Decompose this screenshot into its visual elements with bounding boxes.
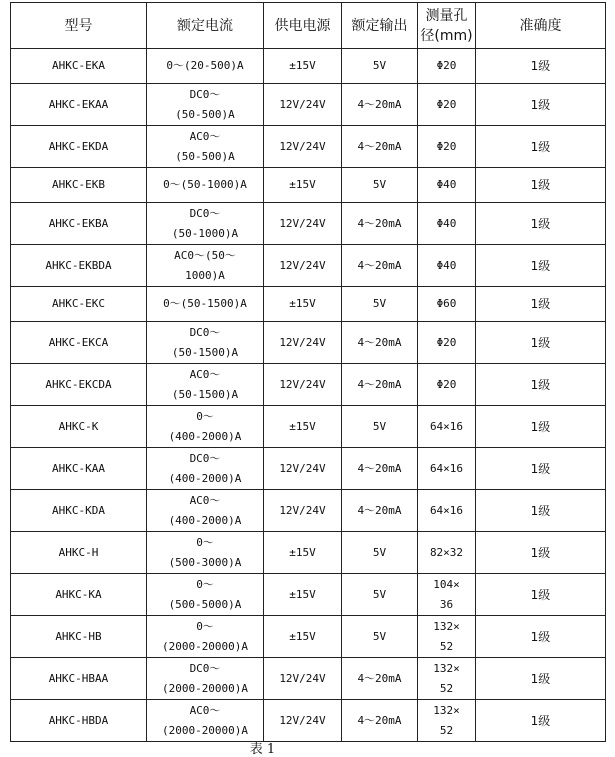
cell-hole-diameter-line: Φ40 — [436, 216, 457, 230]
cell-rated-current — [147, 616, 264, 658]
table-row — [11, 574, 606, 616]
cell-rated-current-line: DC0～ — [189, 206, 221, 220]
cell-hole-diameter — [418, 203, 476, 245]
cell-model: AHKC-K — [11, 406, 147, 448]
cell-power-supply: 12V/24V — [264, 700, 342, 742]
cell-accuracy: 1级 — [476, 49, 606, 84]
cell-model: AHKC-HB — [11, 616, 147, 658]
cell-rated-current-line: AC0～ — [189, 129, 221, 143]
cell-power-supply: 12V/24V — [264, 364, 342, 406]
cell-hole-diameter — [418, 448, 476, 490]
cell-rated-current — [147, 658, 264, 700]
header-model: 型号 — [11, 3, 147, 49]
cell-power-supply: ±15V — [264, 287, 342, 322]
cell-model: AHKC-KDA — [11, 490, 147, 532]
cell-rated-output: 4～20mA — [342, 448, 418, 490]
cell-power-supply: 12V/24V — [264, 658, 342, 700]
table-row — [11, 49, 606, 84]
cell-accuracy: 1级 — [476, 168, 606, 203]
cell-rated-current — [147, 245, 264, 287]
cell-rated-output: 5V — [342, 287, 418, 322]
cell-hole-diameter-line: 36 — [439, 597, 454, 611]
cell-rated-current-line: DC0～ — [189, 87, 221, 101]
table-body — [11, 49, 606, 742]
table-caption: 表 1 — [249, 742, 276, 757]
cell-accuracy: 1级 — [476, 245, 606, 287]
cell-model: AHKC-KAA — [11, 448, 147, 490]
table-row — [11, 203, 606, 245]
cell-model: AHKC-H — [11, 532, 147, 574]
table-header-row — [11, 3, 606, 49]
cell-rated-output: 4～20mA — [342, 126, 418, 168]
cell-model: AHKC-EKBDA — [11, 245, 147, 287]
cell-hole-diameter-line: Φ60 — [436, 297, 457, 310]
cell-hole-diameter — [418, 126, 476, 168]
cell-power-supply: ±15V — [264, 574, 342, 616]
cell-hole-diameter-line: 104× — [433, 577, 460, 591]
cell-rated-current — [147, 490, 264, 532]
cell-hole-diameter — [418, 287, 476, 322]
cell-rated-output: 4～20mA — [342, 364, 418, 406]
cell-rated-current-line: 0～(20-500)A — [166, 59, 244, 72]
table-row — [11, 168, 606, 203]
cell-rated-output: 4～20mA — [342, 322, 418, 364]
cell-hole-diameter — [418, 84, 476, 126]
cell-accuracy: 1级 — [476, 532, 606, 574]
cell-rated-output: 4～20mA — [342, 203, 418, 245]
table-row — [11, 532, 606, 574]
header-power-supply: 供电电源 — [264, 3, 342, 49]
table-row — [11, 406, 606, 448]
cell-rated-current-line: (50-1500)A — [171, 345, 239, 359]
cell-model: AHKC-EKBA — [11, 203, 147, 245]
cell-power-supply: 12V/24V — [264, 448, 342, 490]
cell-accuracy: 1级 — [476, 203, 606, 245]
cell-hole-diameter-line: 64×16 — [429, 419, 464, 433]
cell-rated-output: 5V — [342, 574, 418, 616]
cell-power-supply: ±15V — [264, 168, 342, 203]
cell-hole-diameter — [418, 616, 476, 658]
table-row — [11, 126, 606, 168]
cell-accuracy: 1级 — [476, 616, 606, 658]
cell-rated-current-line: DC0～ — [189, 325, 221, 339]
cell-rated-current-line: 0～ — [196, 577, 214, 591]
cell-power-supply: 12V/24V — [264, 126, 342, 168]
cell-hole-diameter — [418, 490, 476, 532]
table-row — [11, 448, 606, 490]
cell-rated-current-line: (2000-20000)A — [161, 723, 249, 737]
cell-hole-diameter-line: Φ40 — [436, 258, 457, 272]
cell-accuracy: 1级 — [476, 448, 606, 490]
cell-rated-current — [147, 126, 264, 168]
header-rated-output: 额定输出 — [342, 3, 418, 49]
cell-power-supply: 12V/24V — [264, 322, 342, 364]
table-row — [11, 84, 606, 126]
cell-rated-current — [147, 84, 264, 126]
cell-power-supply: ±15V — [264, 532, 342, 574]
cell-hole-diameter — [418, 406, 476, 448]
cell-hole-diameter-line: Φ40 — [436, 178, 457, 191]
cell-model: AHKC-EKAA — [11, 84, 147, 126]
cell-hole-diameter-line: 82×32 — [429, 545, 464, 559]
cell-rated-output: 5V — [342, 532, 418, 574]
cell-rated-output: 4～20mA — [342, 700, 418, 742]
cell-power-supply: 12V/24V — [264, 203, 342, 245]
cell-rated-current-line: 0～ — [196, 619, 214, 633]
cell-rated-output: 5V — [342, 406, 418, 448]
cell-hole-diameter — [418, 245, 476, 287]
cell-hole-diameter-line: 132× — [433, 619, 460, 633]
cell-hole-diameter-line: 52 — [439, 639, 454, 653]
cell-hole-diameter-line: 132× — [433, 661, 460, 675]
cell-rated-current-line: (500-5000)A — [168, 597, 242, 611]
cell-accuracy: 1级 — [476, 658, 606, 700]
spec-table — [10, 2, 606, 742]
cell-rated-current — [147, 322, 264, 364]
cell-model: AHKC-EKC — [11, 287, 147, 322]
cell-accuracy: 1级 — [476, 322, 606, 364]
cell-rated-current-line: AC0～(50～ — [174, 248, 236, 262]
header-hole-diameter: 测量孔 径(mm) — [418, 3, 476, 49]
cell-rated-current-line: 0～(50-1500)A — [163, 297, 247, 310]
cell-rated-current-line: AC0～ — [189, 493, 221, 507]
header-accuracy: 准确度 — [476, 3, 606, 49]
cell-rated-current-line: DC0～ — [189, 661, 221, 675]
cell-hole-diameter-line: 52 — [439, 723, 454, 737]
cell-rated-output: 5V — [342, 616, 418, 658]
cell-accuracy: 1级 — [476, 364, 606, 406]
cell-model: AHKC-EKA — [11, 49, 147, 84]
cell-rated-current — [147, 406, 264, 448]
table-row — [11, 658, 606, 700]
cell-hole-diameter — [418, 49, 476, 84]
cell-hole-diameter-line: 52 — [439, 681, 454, 695]
cell-accuracy: 1级 — [476, 490, 606, 532]
cell-rated-output: 4～20mA — [342, 245, 418, 287]
cell-rated-current-line: (50-500)A — [175, 107, 235, 121]
cell-hole-diameter — [418, 700, 476, 742]
table-row — [11, 364, 606, 406]
table-row — [11, 490, 606, 532]
cell-hole-diameter — [418, 532, 476, 574]
cell-rated-output: 4～20mA — [342, 84, 418, 126]
cell-hole-diameter-line: Φ20 — [436, 377, 457, 391]
cell-model: AHKC-EKCDA — [11, 364, 147, 406]
cell-model: AHKC-KA — [11, 574, 147, 616]
cell-accuracy: 1级 — [476, 84, 606, 126]
cell-rated-current — [147, 574, 264, 616]
cell-accuracy: 1级 — [476, 287, 606, 322]
cell-hole-diameter-line: Φ20 — [436, 335, 457, 349]
cell-hole-diameter-line: 64×16 — [429, 461, 464, 475]
cell-rated-current-line: (50-500)A — [175, 149, 235, 163]
table-row — [11, 287, 606, 322]
cell-accuracy: 1级 — [476, 574, 606, 616]
cell-power-supply: 12V/24V — [264, 245, 342, 287]
cell-rated-output: 4～20mA — [342, 490, 418, 532]
cell-model: AHKC-HBDA — [11, 700, 147, 742]
header-rated-current: 额定电流 — [147, 3, 264, 49]
cell-rated-current-line: (50-1000)A — [171, 226, 239, 240]
table-row — [11, 616, 606, 658]
cell-rated-current — [147, 700, 264, 742]
cell-rated-current — [147, 168, 264, 203]
cell-model: AHKC-HBAA — [11, 658, 147, 700]
table-row — [11, 245, 606, 287]
cell-power-supply: 12V/24V — [264, 84, 342, 126]
cell-rated-output: 4～20mA — [342, 658, 418, 700]
cell-rated-current-line: 0～(50-1000)A — [163, 178, 247, 191]
cell-rated-output: 5V — [342, 168, 418, 203]
cell-hole-diameter-line: Φ20 — [436, 139, 457, 153]
cell-rated-current — [147, 448, 264, 490]
cell-model: AHKC-EKDA — [11, 126, 147, 168]
cell-rated-current-line: 0～ — [196, 409, 214, 423]
cell-hole-diameter-line: 64×16 — [429, 503, 464, 517]
cell-rated-current-line: 0～ — [196, 535, 214, 549]
cell-rated-current-line: (2000-20000)A — [161, 639, 249, 653]
cell-hole-diameter — [418, 364, 476, 406]
cell-rated-current-line: (400-2000)A — [168, 471, 242, 485]
cell-hole-diameter — [418, 168, 476, 203]
cell-rated-current — [147, 364, 264, 406]
cell-rated-current — [147, 287, 264, 322]
cell-rated-output: 5V — [342, 49, 418, 84]
cell-model: AHKC-EKB — [11, 168, 147, 203]
cell-rated-current-line: DC0～ — [189, 451, 221, 465]
cell-rated-current-line: AC0～ — [189, 703, 221, 717]
cell-hole-diameter — [418, 658, 476, 700]
cell-rated-current — [147, 49, 264, 84]
cell-rated-current-line: (400-2000)A — [168, 513, 242, 527]
cell-hole-diameter — [418, 574, 476, 616]
cell-hole-diameter-line: 132× — [433, 703, 460, 717]
cell-rated-current — [147, 203, 264, 245]
cell-rated-current — [147, 532, 264, 574]
cell-accuracy: 1级 — [476, 126, 606, 168]
cell-power-supply: ±15V — [264, 49, 342, 84]
table-row — [11, 700, 606, 742]
cell-model: AHKC-EKCA — [11, 322, 147, 364]
cell-hole-diameter-line: Φ20 — [436, 59, 457, 72]
cell-rated-current-line: (500-3000)A — [168, 555, 242, 569]
cell-accuracy: 1级 — [476, 700, 606, 742]
cell-accuracy: 1级 — [476, 406, 606, 448]
cell-rated-current-line: (2000-20000)A — [161, 681, 249, 695]
cell-hole-diameter-line: Φ20 — [436, 97, 457, 111]
cell-rated-current-line: 1000)A — [185, 268, 225, 282]
cell-rated-current-line: (400-2000)A — [168, 429, 242, 443]
cell-power-supply: ±15V — [264, 616, 342, 658]
cell-rated-current-line: AC0～ — [189, 367, 221, 381]
cell-rated-current-line: (50-1500)A — [171, 387, 239, 401]
cell-power-supply: ±15V — [264, 406, 342, 448]
cell-power-supply: 12V/24V — [264, 490, 342, 532]
table-row — [11, 322, 606, 364]
cell-hole-diameter — [418, 322, 476, 364]
